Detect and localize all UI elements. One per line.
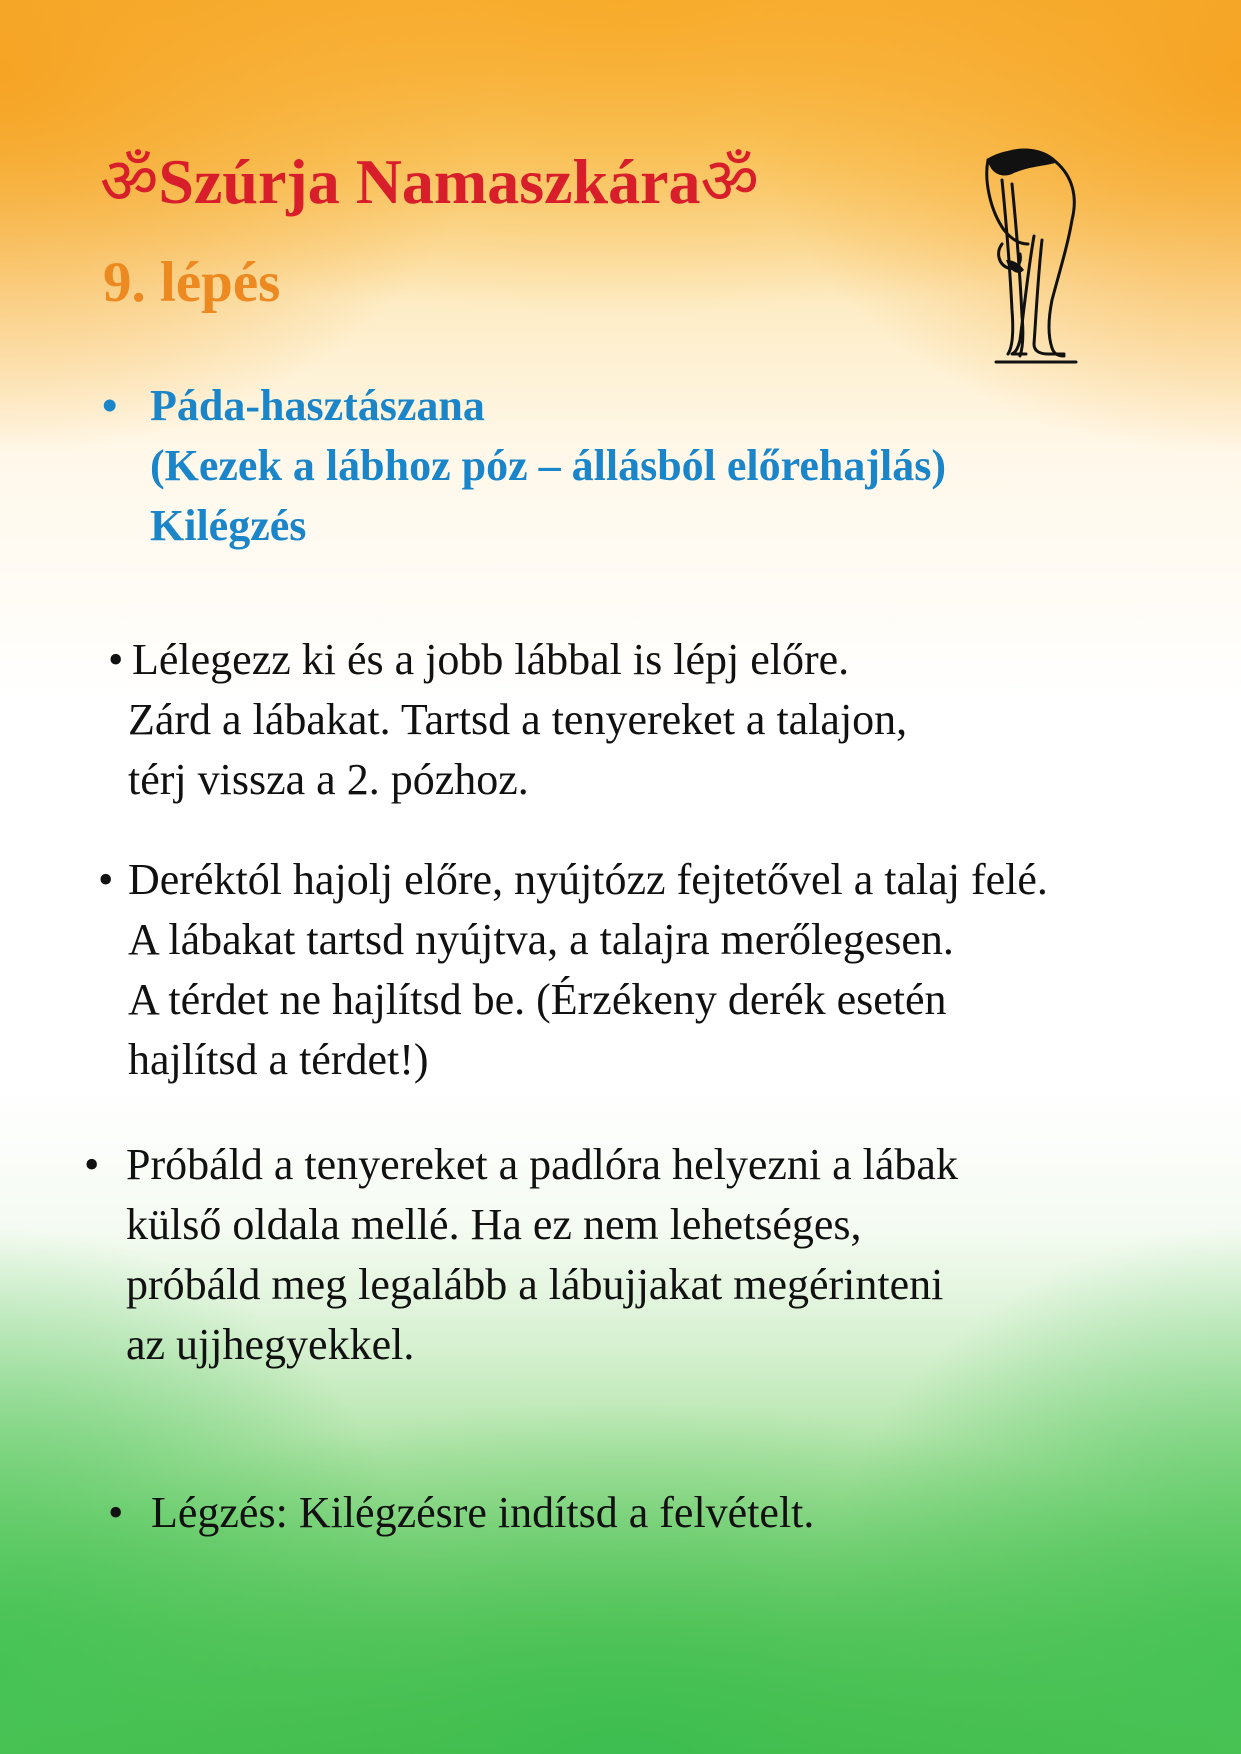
pose-breath: Kilégzés (150, 501, 307, 550)
instruction-line: hajlítsd a térdet!) (128, 1035, 429, 1084)
om-symbol-icon: ॐ (100, 146, 159, 217)
bullet: • (108, 1488, 124, 1537)
instruction-line: A lábakat tartsd nyújtva, a talajra merőlegesen. (128, 915, 954, 964)
title-text: Szúrja Namaszkára (158, 146, 701, 217)
step-label: 9. lépés (103, 251, 281, 314)
instruction-line: Légzés: Kilégzésre indítsd a felvételt. (151, 1488, 815, 1537)
instruction-line: Próbáld a tenyereket a padlóra helyezni a lábak (126, 1140, 958, 1189)
instruction-paragraph (108, 630, 907, 810)
bullet: • (102, 381, 118, 430)
pose-name: Páda-hasztászana (150, 381, 485, 430)
instruction-line: külső oldala mellé. Ha ez nem lehetséges, (126, 1200, 862, 1249)
instruction-paragraph (84, 1135, 958, 1375)
instruction-paragraph (98, 850, 1048, 1090)
instruction-line: térj vissza a 2. pózhoz. (128, 755, 529, 804)
instruction-line: Deréktól hajolj előre, nyújtózz fejtetővel a talaj felé. (128, 855, 1048, 904)
bullet: • (84, 1140, 100, 1189)
page-title (100, 146, 759, 217)
pose-description: (Kezek a lábhoz póz – állásból előrehajlás) (150, 441, 947, 490)
forward-bend-figure-icon (968, 140, 1083, 370)
bullet: • (108, 635, 124, 684)
instruction-line: A térdet ne hajlítsd be. (Érzékeny derék esetén (128, 975, 947, 1024)
bullet: • (98, 855, 114, 904)
om-symbol-icon: ॐ (700, 146, 759, 217)
instruction-line: Lélegezz ki és a jobb lábbal is lépj előre. (132, 635, 850, 684)
pose-heading (102, 376, 946, 556)
instruction-paragraph (108, 1483, 814, 1543)
instruction-line: Zárd a lábakat. Tartsd a tenyereket a talajon, (128, 695, 908, 744)
instruction-line: próbáld meg legalább a lábujjakat megérinteni (126, 1260, 944, 1309)
instruction-line: az ujjhegyekkel. (126, 1320, 415, 1369)
